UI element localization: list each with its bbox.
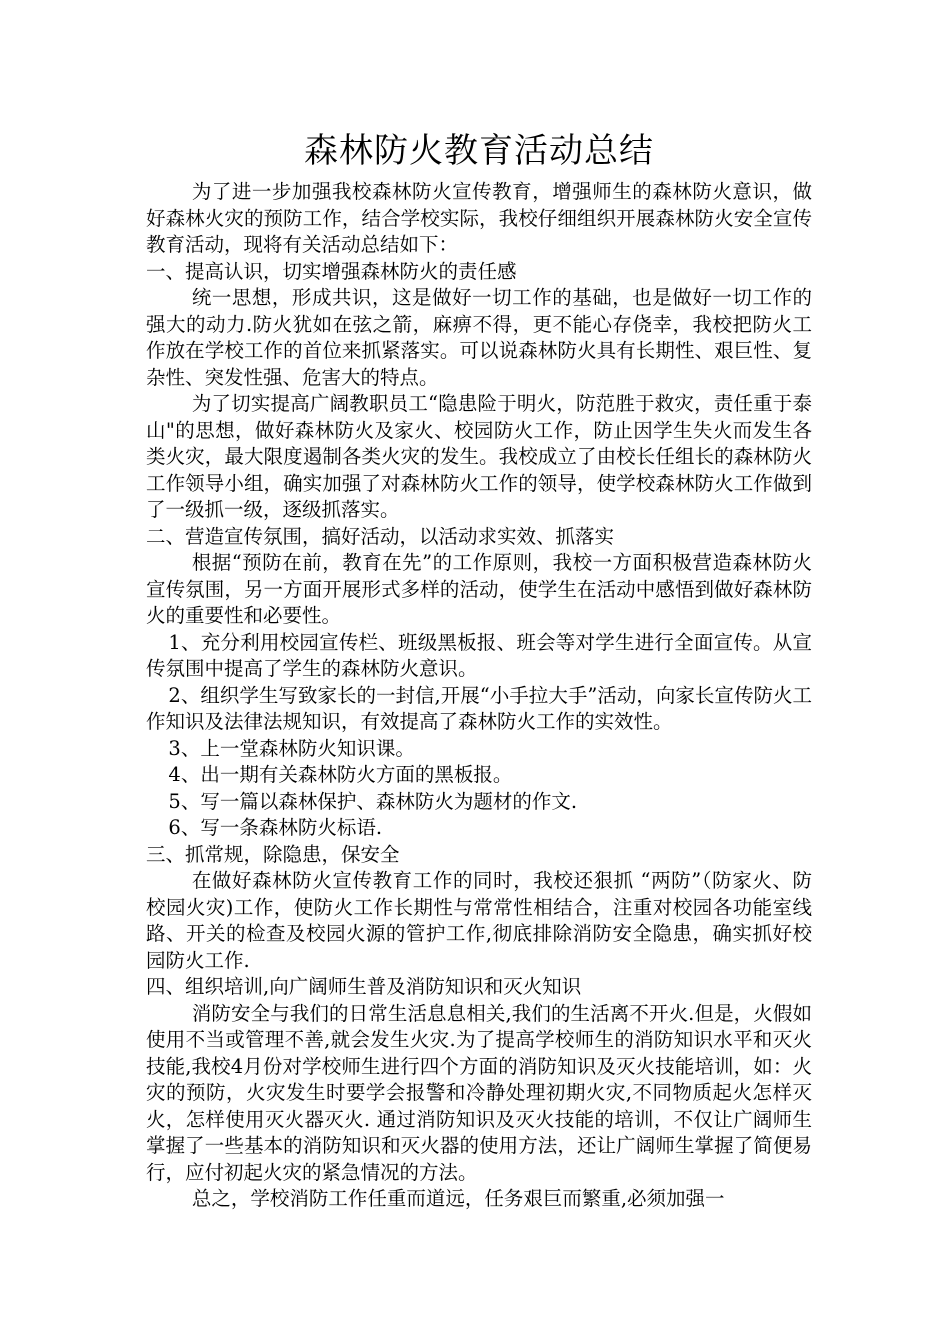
section-heading: 四、组织培训,向广阔师生普及消防知识和灭火知识 bbox=[146, 975, 582, 998]
list-item: 4、出一期有关森林防火方面的黑板报。 bbox=[168, 763, 513, 786]
list-item: 2、组织学生写致家长的一封信,开展“小手拉大手”活动，向家长宣传防火工作知识及法律法规知识，有效提高了森林防火工作的实效性。 bbox=[146, 683, 812, 733]
paragraph: 消防安全与我们的日常生活息息相关,我们的生活离不开火.但是，火假如使用不当或管理不善,就会发生火灾.为了提高学校师生的消防知识水平和灭火技能,我校4月份对学校师生进行四个方面的消防知识及灭火技能培训，如：火灾的预防，火灾发生时要学会报警和冷静处理初期火灾,不同物质起火怎样灭火，怎样使用灭火器灭火. 通过消防知识及灭火技能的培训，不仅让广阔师生掌握了一些基本的消防知识和灭火器的使用方法，还让广阔师生掌握了简便易行，应付初起火灾的紧急情况的方法。 bbox=[146, 1001, 812, 1184]
document-page bbox=[146, 125, 812, 1213]
document-body bbox=[146, 179, 812, 1213]
paragraph: 为了进一步加强我校森林防火宣传教育，增强师生的森林防火意识，做好森林火灾的预防工作，结合学校实际，我校仔细组织开展森林防火安全宣传教育活动，现将有关活动总结如下： bbox=[146, 180, 812, 256]
list-item: 6、写一条森林防火标语. bbox=[168, 816, 383, 839]
paragraph: 总之，学校消防工作任重而道远，任务艰巨而繁重,必须加强一 bbox=[191, 1187, 725, 1210]
list-item: 5、写一篇以森林保护、森林防火为题材的作文. bbox=[168, 789, 578, 813]
paragraph: 统一思想，形成共识，这是做好一切工作的基础，也是做好一切工作的强大的动力.防火犹如在弦之箭，麻痹不得，更不能心存侥幸，我校把防火工作放在学校工作的首位来抓紧落实。可以说森林防火具有长期性、艰巨性、复杂性、突发性强、危害大的特点。 bbox=[146, 286, 812, 389]
list-item: 3、上一堂森林防火知识课。 bbox=[168, 736, 415, 760]
section-heading: 一、提高认识，切实增强森林防火的责任感 bbox=[146, 259, 517, 283]
section-heading: 二、营造宣传氛围，搞好活动，以活动求实效、抓落实 bbox=[146, 524, 615, 548]
paragraph: 为了切实提高广阔教职员工“隐患险于明火，防范胜于救灾，责任重于泰山"的思想，做好森林防火及家火、校园防火工作，防止因学生失火而发生各类火灾，最大限度遏制各类火灾的发生。我校成立了由校长任组长的森林防火工作领导小组，确实加强了对森林防火工作的领导，使学校森林防火工作做到了一级抓一级，逐级抓落实。 bbox=[146, 392, 812, 521]
list-item: 1、充分利用校园宣传栏、班级黑板报、班会等对学生进行全面宣传。从宣传氛围中提高了学生的森林防火意识。 bbox=[146, 630, 812, 680]
section-heading: 三、抓常规，除隐患，保安全 bbox=[146, 842, 400, 866]
paragraph: 在做好森林防火宣传教育工作的同时，我校还狠抓 “两防”（防家火、防校园火灾)工作，使防火工作长期性与常常性相结合，注重对校园各功能室线路、开关的检查及校园火源的管护工作,彻底排除消防安全隐患，确实抓好校园防火工作. bbox=[146, 869, 812, 972]
document-title: 森林防火教育活动总结 bbox=[304, 131, 654, 171]
paragraph: 根据“预防在前，教育在先”的工作原则，我校一方面积极营造森林防火宣传氛围，另一方面开展形式多样的活动，使学生在活动中感悟到做好森林防火的重要性和必要性。 bbox=[146, 551, 812, 627]
